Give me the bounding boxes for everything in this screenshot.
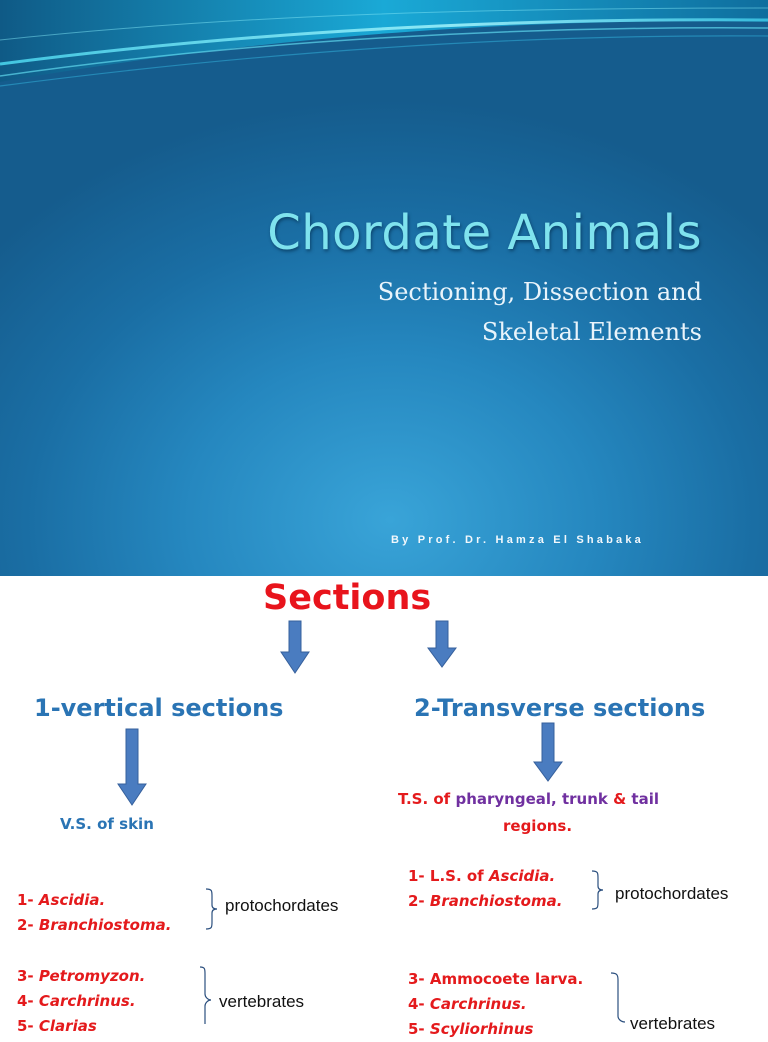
brace-icon: [610, 972, 626, 1032]
author-credit: By Prof. Dr. Hamza El Shabaka: [391, 534, 644, 546]
list-item: 4- Carchrinus.: [408, 995, 527, 1013]
right-vertebrate-list: [408, 967, 583, 1042]
list-item: 1- L.S. of Ascidia.: [408, 867, 556, 885]
brace-icon: [204, 888, 218, 930]
ts-prefix: T.S. of: [398, 790, 451, 808]
subtitle-line-2: Skeletal Elements: [481, 318, 702, 346]
down-arrow-icon: [427, 620, 457, 668]
left-protochordates-label: protochordates: [225, 896, 339, 915]
left-vertebrates-label: vertebrates: [219, 992, 305, 1011]
down-arrow-icon: [117, 728, 147, 806]
ts-ampersand: &: [613, 790, 627, 808]
left-protochordate-list: [17, 888, 171, 938]
slide-title: Chordate Animals: [267, 205, 702, 261]
list-item: 3- Ammocoete larva.: [408, 970, 584, 988]
list-item: 2- Branchiostoma.: [408, 892, 563, 910]
brace-icon: [590, 870, 604, 910]
sections-slide: [0, 576, 768, 1038]
ts-tail: tail: [631, 790, 659, 808]
slide-subtitle: [378, 272, 702, 352]
list-item: 3- Petromyzon.: [17, 967, 146, 985]
sections-heading: Sections: [263, 578, 432, 618]
list-item: 1- Ascidia.: [17, 891, 106, 909]
down-arrow-icon: [533, 722, 563, 782]
ts-pharyngeal: pharyngeal,: [455, 790, 557, 808]
brace-icon: [198, 966, 212, 1026]
list-item: 5- Clarias: [17, 1017, 97, 1035]
right-vertebrates-label: vertebrates: [630, 1014, 716, 1033]
list-item: 4- Carchrinus.: [17, 992, 136, 1010]
down-arrow-icon: [280, 620, 310, 674]
ts-regions-line-1: [398, 790, 659, 808]
list-item: 5- Scyliorhinus: [408, 1020, 534, 1038]
vs-of-skin: V.S. of skin: [60, 815, 154, 833]
transverse-sections-heading: 2-Transverse sections: [414, 694, 706, 722]
wave-decoration: [0, 0, 768, 120]
right-protochordate-list: [408, 864, 562, 914]
vertical-sections-heading: 1-vertical sections: [34, 694, 284, 722]
ts-trunk: trunk: [561, 790, 608, 808]
subtitle-line-1: Sectioning, Dissection and: [377, 278, 702, 306]
left-vertebrate-list: [17, 964, 145, 1039]
list-item: 2- Branchiostoma.: [17, 916, 172, 934]
ts-regions-line-2: regions.: [503, 817, 573, 835]
right-protochordates-label: protochordates: [615, 884, 729, 903]
